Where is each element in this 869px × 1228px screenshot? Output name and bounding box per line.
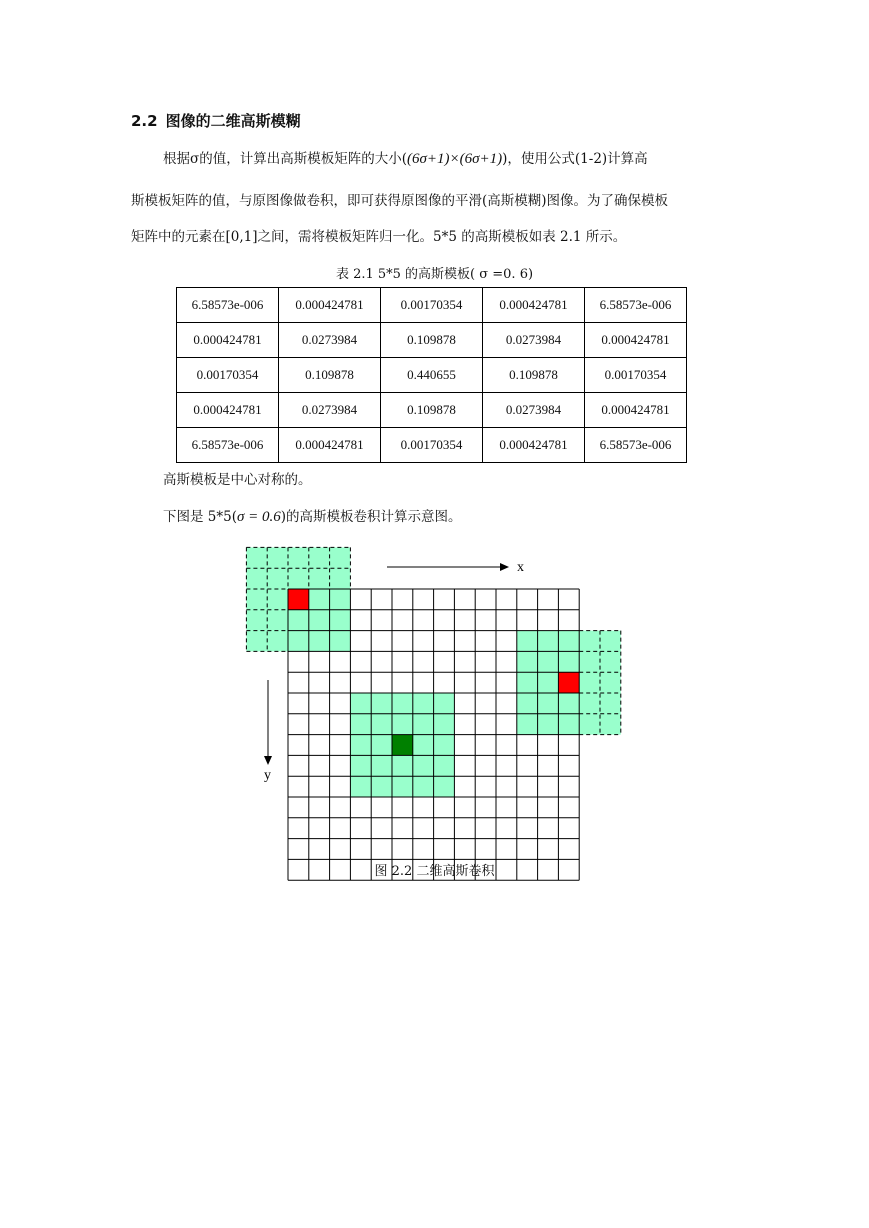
table-caption: 表 2.1 5*5 的高斯模板( σ =0. 6) xyxy=(335,267,534,282)
table-cell: 0.109878 xyxy=(483,358,585,393)
table-cell: 0.000424781 xyxy=(279,288,381,323)
figure-caption: 图 2.2 二维高斯卷积 xyxy=(374,864,495,879)
table-cell: 0.109878 xyxy=(381,393,483,428)
kernel-center-top-left xyxy=(288,589,309,610)
section-number: 2.2 xyxy=(131,112,158,130)
table-cell: 0.000424781 xyxy=(177,323,279,358)
kernel-center-right xyxy=(558,672,579,693)
table-cell: 0.000424781 xyxy=(585,323,687,358)
table-cell: 6.58573e-006 xyxy=(585,288,687,323)
paragraph-line-3: 矩阵中的元素在[0,1]之间，需将模板矩阵归一化。5*5 的高斯模板如表 2.1 所示。 xyxy=(131,229,627,245)
table-cell: 0.0273984 xyxy=(483,393,585,428)
table-cell: 0.00170354 xyxy=(381,288,483,323)
x-axis-label: x xyxy=(517,560,524,575)
table-cell: 0.000424781 xyxy=(177,393,279,428)
y-arrowhead xyxy=(264,756,272,765)
paragraph-text: 根据σ的值，计算出高斯模板矩阵的大小( xyxy=(163,151,407,167)
table-cell: 0.0273984 xyxy=(279,323,381,358)
table-cell: 0.109878 xyxy=(279,358,381,393)
table-cell: 0.000424781 xyxy=(483,288,585,323)
kernel-center-middle xyxy=(392,735,413,756)
table-cell: 0.440655 xyxy=(381,358,483,393)
table-cell: 6.58573e-006 xyxy=(177,288,279,323)
x-arrowhead xyxy=(500,563,509,571)
table-cell: 0.0273984 xyxy=(279,393,381,428)
figure-intro-text: 下图是 5*5( xyxy=(163,509,237,525)
paragraph-text: )，使用公式(1-2)计算高 xyxy=(502,151,648,167)
size-formula: (6σ+1)×(6σ+1) xyxy=(406,151,503,167)
table-cell: 0.00170354 xyxy=(177,358,279,393)
table-cell: 0.000424781 xyxy=(585,393,687,428)
table-cell: 0.00170354 xyxy=(585,358,687,393)
table-cell: 6.58573e-006 xyxy=(177,428,279,463)
figure-intro-text: )的高斯模板卷积计算示意图。 xyxy=(280,509,462,525)
sigma-formula: σ = 0.6 xyxy=(237,509,281,525)
table-cell: 0.00170354 xyxy=(381,428,483,463)
table-cell: 0.000424781 xyxy=(483,428,585,463)
symmetry-note: 高斯模板是中心对称的。 xyxy=(163,472,312,488)
table-cell: 0.0273984 xyxy=(483,323,585,358)
table-cell: 6.58573e-006 xyxy=(585,428,687,463)
y-axis-label: y xyxy=(264,768,271,783)
table-cell: 0.000424781 xyxy=(279,428,381,463)
paragraph-line-2: 斯模板矩阵的值，与原图像做卷积，即可获得原图像的平滑(高斯模糊)图像。为了确保模板 xyxy=(131,193,669,209)
table-cell: 0.109878 xyxy=(381,323,483,358)
section-title: 图像的二维高斯模糊 xyxy=(165,112,301,130)
